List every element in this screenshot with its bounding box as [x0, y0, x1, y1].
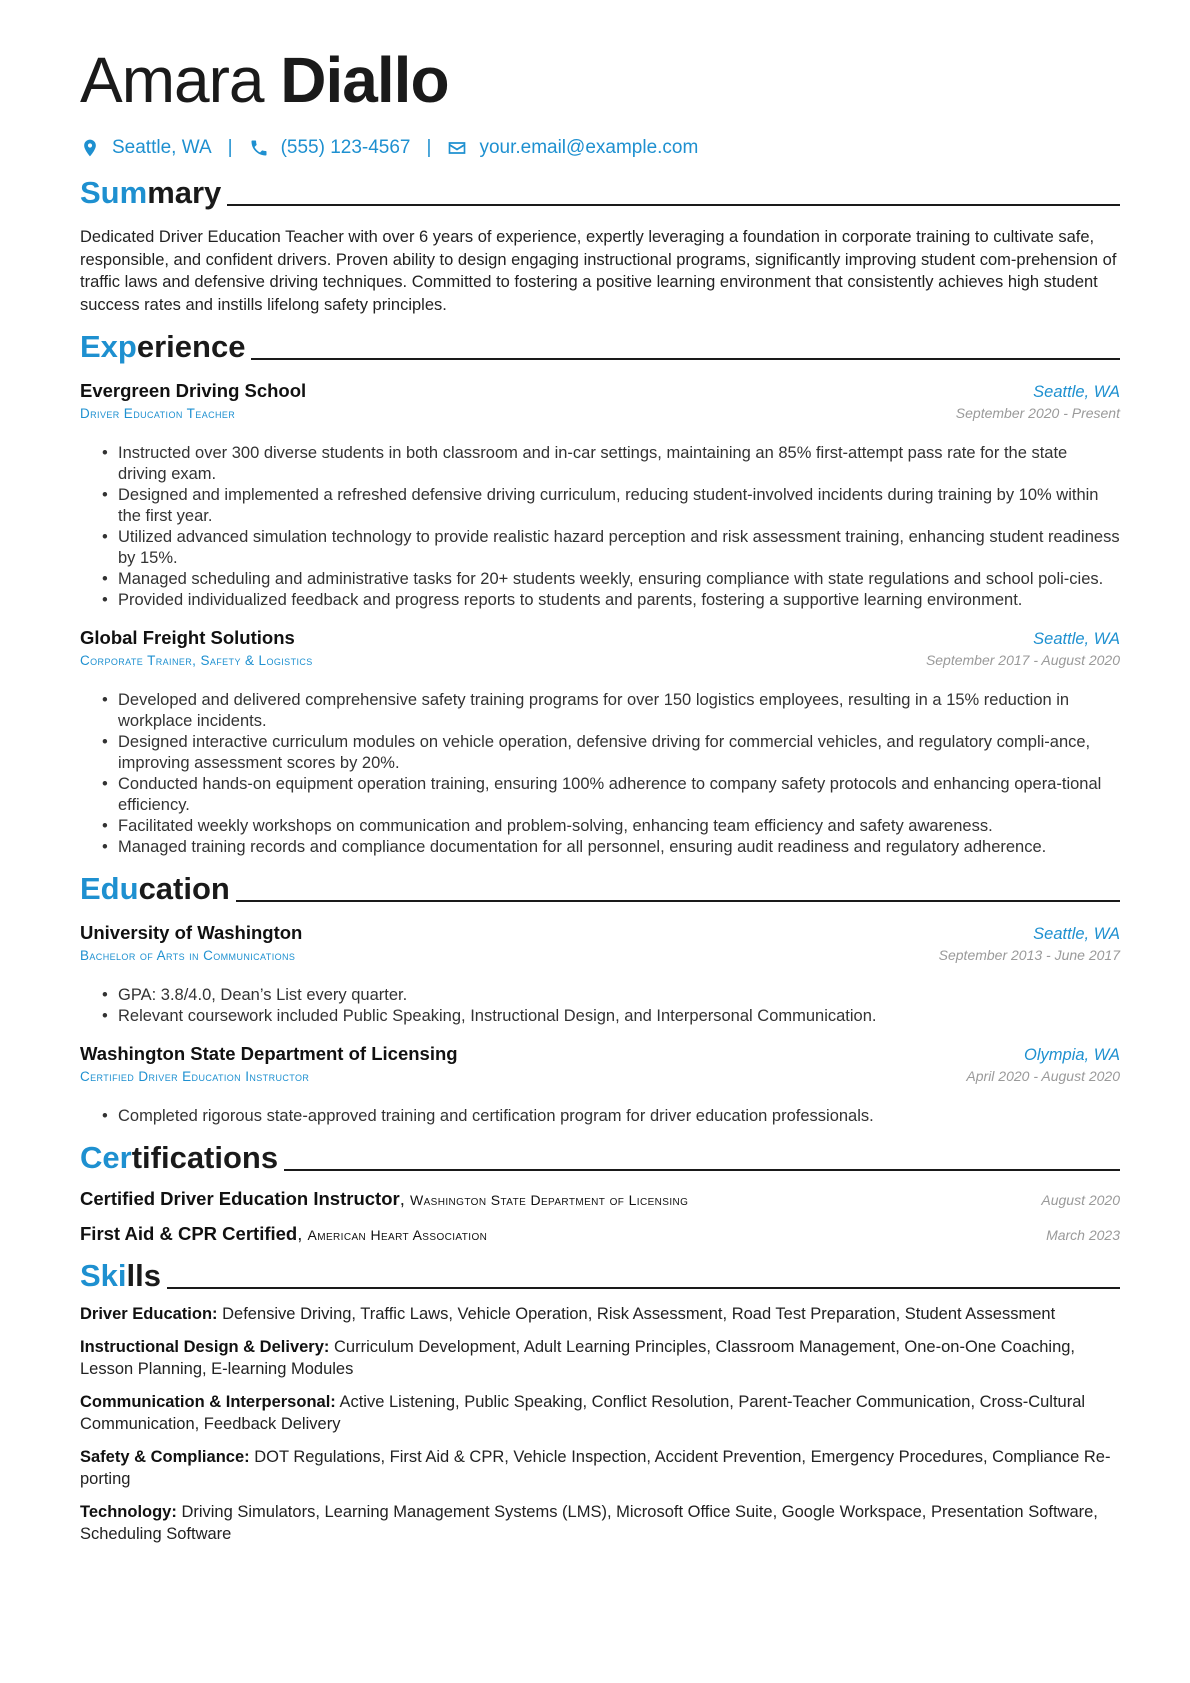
experience-list	[80, 380, 1120, 858]
education-entry-header	[80, 1043, 1120, 1065]
experience-organization: Evergreen Driving School	[80, 380, 307, 401]
education-entry-subheader	[80, 1068, 1120, 1084]
education-heading-accent: Edu	[80, 871, 139, 906]
certifications-heading-accent: Cer	[80, 1140, 132, 1175]
certifications-heading	[80, 1137, 1120, 1175]
experience-bullet: • Conducted hands-on equipment operation training, ensuring 100% adherence to company safety protocols and enhancing opera-tional efficiency.	[102, 774, 1120, 816]
skill-category: Communication & Interpersonal:	[80, 1392, 336, 1411]
section-rule	[227, 204, 1120, 206]
skills-heading	[80, 1255, 1120, 1293]
skill-line	[80, 1303, 1120, 1326]
section-rule	[284, 1169, 1120, 1171]
skill-category: Safety & Compliance:	[80, 1447, 250, 1466]
certification-title	[80, 1223, 487, 1245]
skill-category: Driver Education:	[80, 1305, 218, 1323]
education-location: Seattle, WA	[1033, 925, 1120, 943]
experience-bullet: • Facilitated weekly workshops on communication and problem-solving, enhancing team efficiency and safety awareness.	[102, 816, 1120, 837]
experience-entry-header	[80, 380, 1120, 402]
certification-issuer: Washington State Department of Licensing	[409, 1192, 689, 1208]
contact-separator: |	[426, 137, 432, 158]
envelope-icon	[447, 138, 467, 158]
education-entry	[80, 922, 1120, 1027]
skills-list	[80, 1303, 1120, 1546]
experience-heading-accent: Exp	[80, 329, 137, 364]
experience-location: Seattle, WA	[1033, 630, 1120, 648]
experience-role: Driver Education Teacher	[80, 406, 236, 421]
skill-category: Technology:	[80, 1502, 177, 1521]
certification-title	[80, 1188, 688, 1210]
experience-dates: September 2017 - August 2020	[925, 652, 1120, 668]
contact-phone[interactable]	[249, 137, 411, 159]
education-list	[80, 922, 1120, 1127]
education-entry-header	[80, 922, 1120, 944]
certification-comma: ,	[297, 1223, 308, 1244]
skill-category: Instructional Design & Delivery:	[80, 1337, 330, 1356]
experience-location: Seattle, WA	[1033, 383, 1120, 401]
certification-issuer: American Heart Association	[307, 1227, 488, 1243]
section-rule	[167, 1287, 1120, 1289]
experience-entry-subheader	[80, 405, 1120, 421]
certification-date: August 2020	[1041, 1192, 1120, 1208]
education-location: Olympia, WA	[1024, 1046, 1120, 1064]
contact-location	[80, 137, 212, 159]
skills-heading-rest: lls	[126, 1258, 161, 1293]
experience-role: Corporate Trainer, Safety & Logistics	[80, 653, 313, 668]
experience-bullet: • Provided individualized feedback and progress reports to students and parents, fostering a supportive learning environment.	[102, 590, 1120, 611]
skill-items: Active Listening, Public Speaking, Conflict Resolution, Parent-Teacher Communication, Cross-Cultural Communication, Feedback Delivery	[80, 1392, 1086, 1433]
skill-line	[80, 1446, 1120, 1491]
skill-items: Curriculum Development, Adult Learning Principles, Classroom Management, One-on-One Coaching, Lesson Planning, E-learning Modules	[80, 1337, 1076, 1378]
experience-bullet: • Developed and delivered comprehensive safety training programs for over 150 logistics employees, resulting in a 15% reduction in workplace incidents.	[102, 690, 1120, 732]
skill-items: Driving Simulators, Learning Management Systems (LMS), Microsoft Office Suite, Google Workspace, Presentation Software, Scheduling Software	[80, 1502, 1098, 1543]
experience-bullet: • Managed training records and compliance documentation for all personnel, ensuring audit readiness and regulatory adherence.	[102, 837, 1120, 858]
certifications-list	[80, 1188, 1120, 1245]
experience-entry	[80, 627, 1120, 858]
education-organization: Washington State Department of Licensing	[80, 1043, 458, 1064]
map-pin-icon	[80, 138, 100, 158]
education-dates: April 2020 - August 2020	[966, 1068, 1120, 1084]
skill-items: DOT Regulations, First Aid & CPR, Vehicle Inspection, Accident Prevention, Emergency Procedures, Compliance Re-porting	[80, 1447, 1111, 1488]
email-text: your.email@example.com	[479, 137, 699, 158]
section-rule	[251, 358, 1120, 360]
certification-item	[80, 1223, 1120, 1245]
skill-items: Defensive Driving, Traffic Laws, Vehicle Operation, Risk Assessment, Road Test Preparation, Student Assessment	[217, 1305, 1056, 1323]
experience-dates: September 2020 - Present	[955, 405, 1120, 421]
candidate-name	[80, 40, 1120, 120]
resume-page	[80, 40, 1120, 1546]
education-bullet: • Relevant coursework included Public Speaking, Instructional Design, and Interpersonal Communication.	[102, 1006, 1120, 1027]
experience-entry	[80, 380, 1120, 611]
education-heading-rest: cation	[138, 871, 230, 906]
summary-heading-rest: mary	[147, 175, 222, 210]
experience-bullet: • Instructed over 300 diverse students in both classroom and in-car settings, maintaining an 85% first-attempt pass rate for the state driving exam.	[102, 443, 1120, 485]
certification-comma: ,	[399, 1188, 410, 1209]
education-bullet: • Completed rigorous state-approved training and certification program for driver education professionals.	[102, 1106, 1120, 1127]
experience-bullet: • Designed and implemented a refreshed defensive driving curriculum, reducing student-involved incidents during training by 10% within the first year.	[102, 485, 1120, 527]
contact-email[interactable]	[447, 137, 698, 159]
experience-heading-rest: erience	[136, 329, 246, 364]
summary-heading	[80, 172, 1120, 210]
section-rule	[236, 900, 1120, 902]
skill-line	[80, 1391, 1120, 1436]
education-entry	[80, 1043, 1120, 1127]
experience-entry-subheader	[80, 652, 1120, 668]
education-organization: University of Washington	[80, 922, 303, 943]
education-dates: September 2013 - June 2017	[938, 947, 1120, 963]
education-role: Certified Driver Education Instructor	[80, 1069, 310, 1084]
certification-name: Certified Driver Education Instructor	[80, 1188, 400, 1209]
experience-bullet: • Managed scheduling and administrative tasks for 20+ students weekly, ensuring compliance with state regulations and school poli-cies.	[102, 569, 1120, 590]
first-name: Amara	[80, 44, 264, 116]
contact-bar	[80, 134, 1120, 162]
experience-bullet-list	[80, 690, 1120, 858]
phone-text: (555) 123-4567	[280, 137, 411, 158]
location-text: Seattle, WA	[112, 137, 212, 158]
summary-text: Dedicated Driver Education Teacher with over 6 years of experience, expertly leveraging a foundation in corporate training to cultivate safe, responsible, and confident drivers. Proven ability to design engaging instructional programs, significantly improving student com-prehension of traffic laws and defensive driving techniques. Committed to fostering a positive learning environment that consistently achieves high student success rates and instills lifelong safety principles.	[80, 228, 1117, 314]
summary-heading-accent: Sum	[80, 175, 148, 210]
experience-heading	[80, 326, 1120, 364]
experience-bullet-list	[80, 443, 1120, 611]
certifications-heading-rest: tifications	[131, 1140, 279, 1175]
experience-bullet: • Utilized advanced simulation technology to provide realistic hazard perception and risk assessment training, enhancing student readiness by 15%.	[102, 527, 1120, 569]
skill-line	[80, 1336, 1120, 1381]
skill-line	[80, 1501, 1120, 1546]
certification-name: First Aid & CPR Certified	[80, 1223, 298, 1244]
education-heading	[80, 868, 1120, 906]
education-entry-subheader	[80, 947, 1120, 963]
contact-separator: |	[227, 137, 233, 158]
education-bullet-list	[80, 1106, 1120, 1127]
education-bullet: • GPA: 3.8/4.0, Dean’s List every quarter.	[102, 985, 1120, 1006]
experience-entry-header	[80, 627, 1120, 649]
certification-item	[80, 1188, 1120, 1210]
education-bullet-list	[80, 985, 1120, 1027]
experience-bullet: • Designed interactive curriculum modules on vehicle operation, defensive driving for commercial vehicles, and regulatory compli-ance, improving assessment scores by 20%.	[102, 732, 1120, 774]
certification-date: March 2023	[1046, 1227, 1120, 1243]
phone-icon	[249, 138, 269, 158]
experience-organization: Global Freight Solutions	[80, 627, 295, 648]
last-name: Diallo	[280, 44, 449, 116]
education-role: Bachelor of Arts in Communications	[80, 948, 296, 963]
skills-heading-accent: Ski	[80, 1258, 127, 1293]
